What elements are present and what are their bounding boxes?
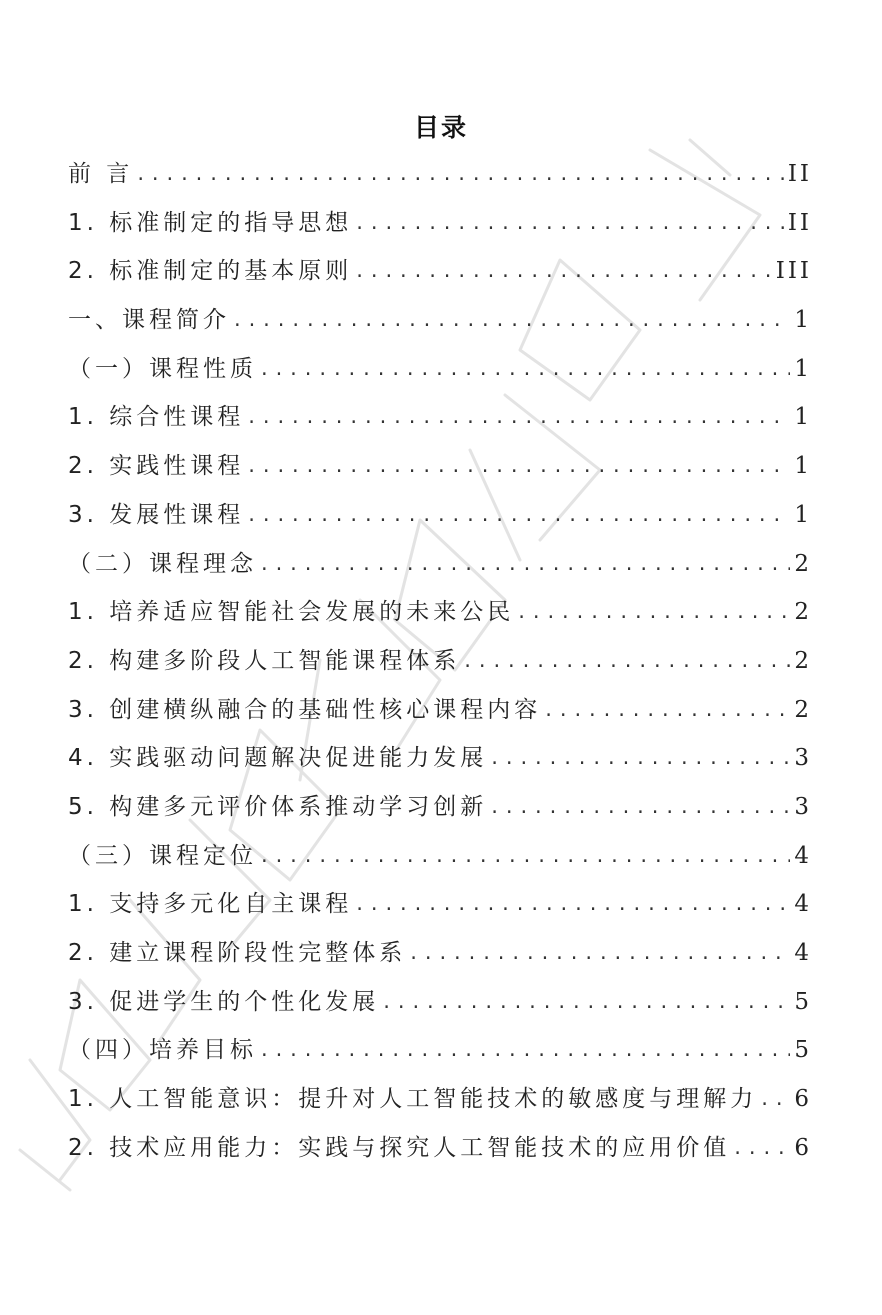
toc-entry-page-number: 2: [794, 696, 812, 723]
toc-leader-dots: [491, 733, 790, 782]
toc-entry-page-number: 1: [794, 404, 812, 431]
toc-leader-dots: [356, 879, 790, 928]
toc-entry-page-number: 1: [794, 355, 812, 382]
toc-entry[interactable]: [68, 832, 812, 881]
toc-entry[interactable]: [68, 150, 812, 199]
toc-entry-label: 4. 实践驱动问题解决促进能力发展: [68, 745, 488, 772]
toc-leader-dots: [261, 539, 790, 588]
toc-entry-page-number: 1: [794, 501, 812, 528]
toc-entry-page-number: 1: [794, 307, 812, 334]
toc-entry[interactable]: [68, 686, 812, 735]
toc-entry-label: 1. 培养适应智能社会发展的未来公民: [68, 599, 515, 626]
toc-entry-page-number: 2: [794, 550, 812, 577]
toc-entry[interactable]: [68, 734, 812, 783]
toc-entry-page-number: 5: [794, 1037, 812, 1064]
toc-entry-page-number: 6: [794, 1086, 812, 1113]
toc-entry-label: 3. 创建横纵融合的基础性核心课程内容: [68, 696, 542, 723]
toc-entry[interactable]: [68, 345, 812, 394]
page-title: 目录: [413, 113, 468, 142]
toc-entry-page-number: 2: [794, 599, 812, 626]
toc-entry-page-number: 3: [794, 793, 812, 820]
toc-entry-page-number: 1: [794, 453, 812, 480]
toc-entry[interactable]: [68, 637, 812, 686]
toc-entry[interactable]: [68, 1124, 812, 1173]
toc-leader-dots: [383, 977, 790, 1026]
toc-leader-dots: [410, 928, 790, 977]
toc-entry-label: 前 言: [68, 161, 134, 187]
toc-entry[interactable]: [68, 783, 812, 832]
toc-entry-page-number: II: [787, 161, 812, 187]
toc-entry-label: 1. 综合性课程: [68, 404, 245, 431]
toc-entry-page-number: II: [787, 209, 812, 236]
toc-leader-dots: [545, 685, 790, 734]
toc-entry-page-number: 4: [794, 940, 812, 966]
toc-entry-page-number: 3: [794, 745, 812, 772]
toc-entry-label: （一）课程性质: [68, 355, 257, 382]
toc-leader-dots: [761, 1074, 790, 1123]
toc-entry-label: （四）培养目标: [68, 1037, 257, 1064]
toc-entry[interactable]: [68, 296, 812, 345]
toc-leader-dots: [248, 490, 790, 539]
toc-entry[interactable]: [68, 978, 812, 1027]
toc-entry-label: 2. 建立课程阶段性完整体系: [68, 940, 407, 966]
toc-entry-label: 2. 构建多阶段人工智能课程体系: [68, 647, 461, 674]
table-of-contents: [68, 150, 812, 1172]
toc-leader-dots: [261, 1025, 790, 1074]
toc-entry[interactable]: [68, 1075, 812, 1124]
toc-leader-dots: [137, 149, 784, 198]
toc-entry-label: 一、课程简介: [68, 307, 230, 334]
toc-entry-label: 5. 构建多元评价体系推动学习创新: [68, 793, 488, 820]
toc-entry[interactable]: [68, 442, 812, 491]
toc-entry[interactable]: [68, 540, 812, 589]
toc-entry-label: （三）课程定位: [68, 842, 257, 869]
toc-entry-label: （二）课程理念: [68, 550, 257, 577]
toc-entry-label: 2. 技术应用能力：实践与探究人工智能技术的应用价值: [68, 1134, 731, 1161]
toc-leader-dots: [464, 636, 790, 685]
toc-leader-dots: [734, 1123, 790, 1172]
toc-leader-dots: [261, 344, 790, 393]
toc-entry[interactable]: [68, 1026, 812, 1075]
toc-leader-dots: [261, 831, 790, 880]
toc-entry-page-number: III: [775, 258, 812, 285]
toc-entry-label: 2. 实践性课程: [68, 453, 245, 480]
toc-entry[interactable]: [68, 199, 812, 248]
toc-entry-label: 1. 人工智能意识：提升对人工智能技术的敏感度与理解力: [68, 1086, 758, 1113]
toc-entry-label: 1. 支持多元化自主课程: [68, 891, 353, 918]
toc-entry-label: 1. 标准制定的指导思想: [68, 209, 353, 236]
toc-entry-label: 3. 促进学生的个性化发展: [68, 988, 380, 1015]
toc-leader-dots: [234, 295, 790, 344]
toc-entry[interactable]: [68, 491, 812, 540]
toc-entry[interactable]: [68, 880, 812, 929]
toc-entry-page-number: 2: [794, 647, 812, 674]
toc-leader-dots: [248, 392, 790, 441]
toc-leader-dots: [491, 782, 790, 831]
toc-entry-page-number: 6: [794, 1134, 812, 1161]
toc-entry[interactable]: [68, 393, 812, 442]
toc-entry-page-number: 5: [794, 988, 812, 1015]
toc-entry[interactable]: [68, 247, 812, 296]
toc-entry[interactable]: [68, 588, 812, 637]
toc-entry-label: 2. 标准制定的基本原则: [68, 258, 353, 285]
toc-leader-dots: [518, 587, 790, 636]
toc-leader-dots: [356, 198, 784, 247]
toc-entry-page-number: 4: [794, 891, 812, 918]
toc-entry[interactable]: [68, 929, 812, 978]
toc-leader-dots: [248, 441, 790, 490]
toc-leader-dots: [356, 246, 771, 295]
toc-entry-page-number: 4: [794, 842, 812, 869]
toc-entry-label: 3. 发展性课程: [68, 501, 245, 528]
